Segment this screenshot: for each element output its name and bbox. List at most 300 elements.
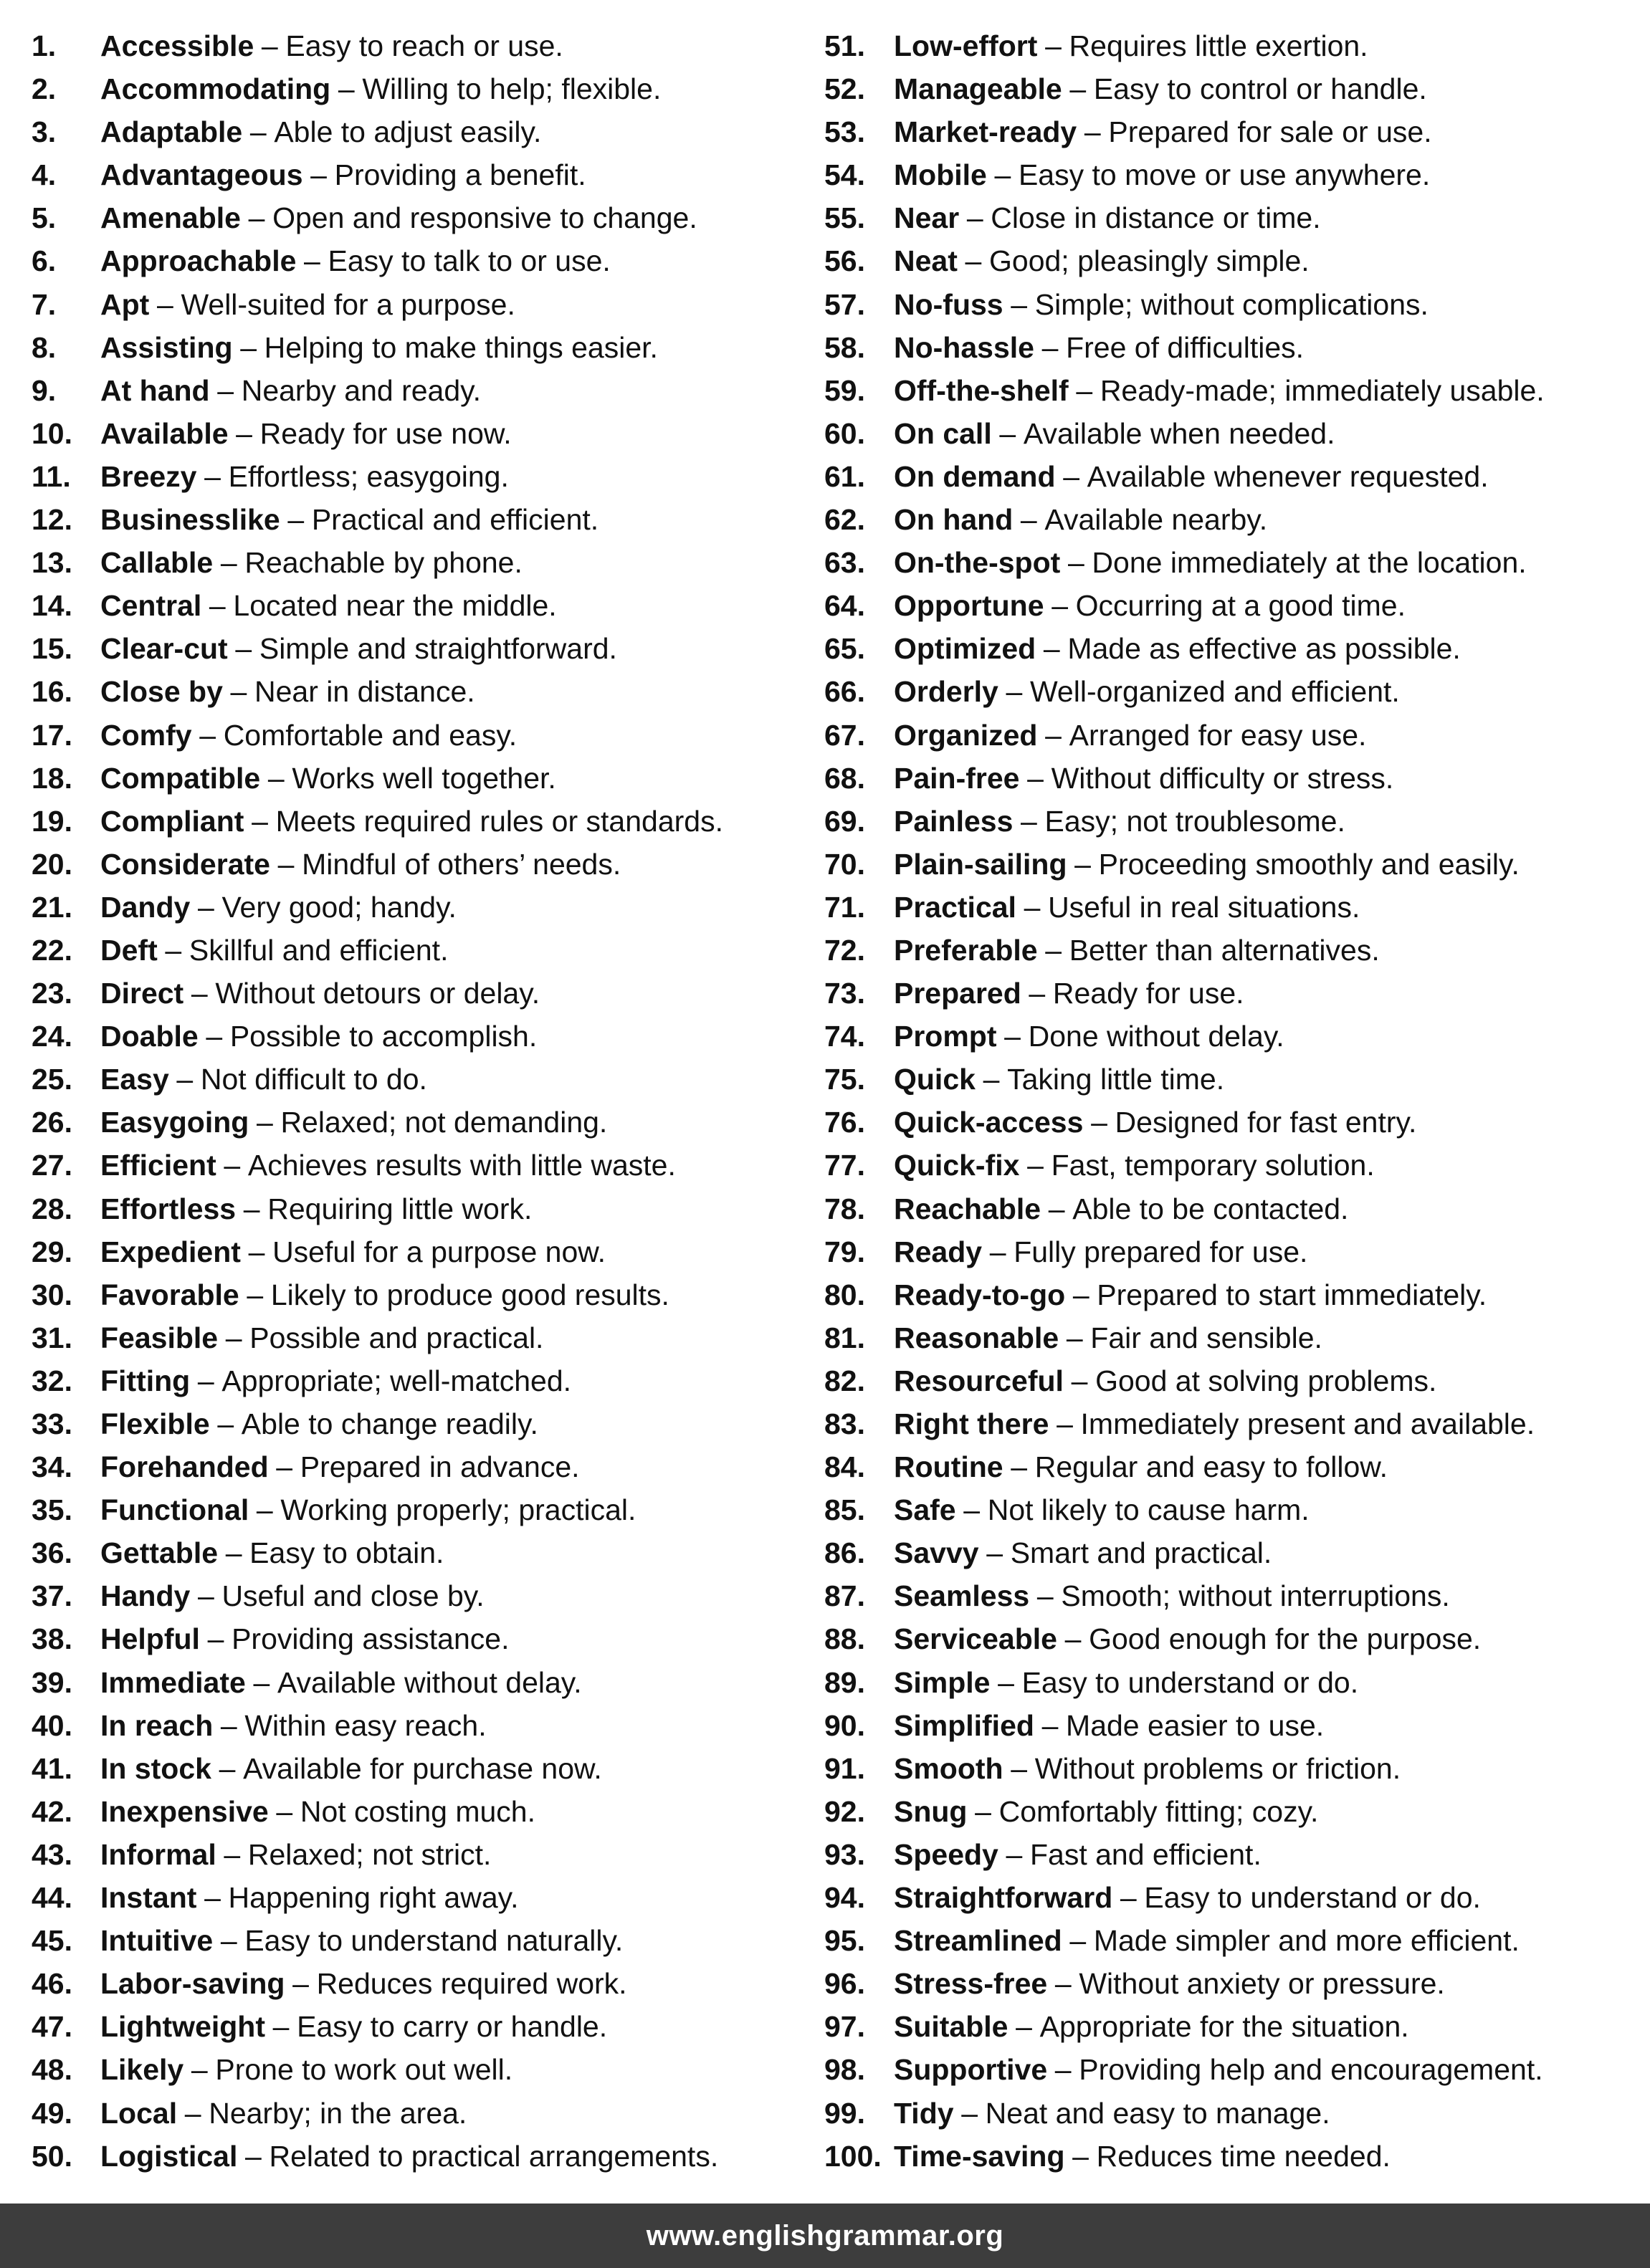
list-item: [824, 1919, 1641, 1962]
list-item: [32, 886, 806, 929]
item-term: Adaptable: [100, 115, 243, 149]
item-term: No-fuss: [894, 287, 1003, 321]
item-number: 39.: [32, 1665, 72, 1699]
item-term: Tidy: [894, 2096, 954, 2130]
item-definition: Very good; handy.: [221, 890, 457, 924]
item-separator: –: [966, 201, 983, 235]
item-separator: –: [217, 1407, 234, 1440]
item-number: 30.: [32, 1278, 72, 1311]
item-definition: Easy to understand or do.: [1021, 1665, 1359, 1699]
list-item: [824, 1661, 1641, 1704]
item-definition: Available whenever requested.: [1087, 459, 1489, 493]
item-separator: –: [1020, 503, 1037, 537]
list-item: [32, 1790, 806, 1833]
item-term: Seamless: [894, 1579, 1030, 1613]
item-separator: –: [252, 804, 268, 838]
item-term: Advantageous: [100, 158, 303, 192]
item-definition: Well-organized and efficient.: [1029, 675, 1400, 709]
item-term: Likely: [100, 2053, 184, 2087]
item-separator: –: [199, 718, 216, 752]
item-definition: Located near the middle.: [233, 589, 557, 623]
item-definition: Providing assistance.: [232, 1622, 510, 1656]
item-term: Approachable: [100, 244, 297, 278]
item-separator: –: [184, 2096, 201, 2130]
item-number: 48.: [32, 2053, 72, 2087]
item-separator: –: [1054, 1967, 1072, 2001]
list-item: [824, 2092, 1641, 2135]
item-separator: –: [235, 632, 252, 666]
item-definition: Comfortable and easy.: [223, 718, 518, 752]
item-separator: –: [1004, 1020, 1021, 1053]
item-definition: Providing help and encouragement.: [1079, 2053, 1543, 2087]
list-item: [824, 283, 1641, 326]
item-definition: Requiring little work.: [267, 1192, 533, 1225]
item-definition: Done immediately at the location.: [1092, 546, 1527, 580]
word-list-column-left: [32, 24, 806, 2178]
list-item: [32, 1747, 806, 1790]
list-item: [32, 326, 806, 369]
list-item: [824, 369, 1641, 412]
item-separator: –: [207, 1622, 224, 1656]
item-separator: –: [256, 1493, 273, 1527]
list-item: [32, 369, 806, 412]
item-number: 92.: [824, 1794, 865, 1828]
list-item: [32, 1359, 806, 1402]
item-definition: Without detours or delay.: [215, 977, 540, 1010]
list-item: [32, 1402, 806, 1445]
item-definition: Not difficult to do.: [200, 1063, 427, 1096]
item-separator: –: [197, 890, 214, 924]
word-list-column-right: [824, 24, 1641, 2178]
item-term: On hand: [894, 503, 1014, 537]
item-separator: –: [176, 1063, 194, 1096]
item-definition: Easy to carry or handle.: [297, 2010, 608, 2044]
item-separator: –: [1036, 1579, 1054, 1613]
list-item: [824, 1445, 1641, 1488]
list-item: [32, 584, 806, 627]
item-number: 57.: [824, 287, 865, 321]
item-term: Logistical: [100, 2139, 238, 2173]
item-term: Compatible: [100, 761, 261, 795]
item-definition: Better than alternatives.: [1069, 933, 1380, 967]
item-separator: –: [206, 1020, 223, 1053]
list-item: [32, 757, 806, 800]
item-term: Direct: [100, 977, 184, 1010]
item-separator: –: [1064, 1622, 1082, 1656]
list-item: [824, 1747, 1641, 1790]
item-number: 19.: [32, 804, 72, 838]
item-number: 77.: [824, 1149, 865, 1182]
item-term: Straightforward: [894, 1881, 1113, 1915]
item-definition: Ready for use now.: [259, 416, 512, 450]
item-separator: –: [1027, 1149, 1044, 1182]
item-number: 6.: [32, 244, 57, 278]
item-separator: –: [277, 847, 295, 881]
item-separator: –: [197, 1364, 214, 1397]
item-number: 5.: [32, 201, 57, 235]
item-separator: –: [989, 1235, 1006, 1268]
item-number: 26.: [32, 1106, 72, 1139]
item-definition: Made easier to use.: [1066, 1708, 1325, 1742]
item-term: On-the-spot: [894, 546, 1061, 580]
item-separator: –: [276, 1794, 293, 1828]
item-term: Streamlined: [894, 1924, 1062, 1958]
item-definition: Neat and easy to manage.: [985, 2096, 1330, 2130]
item-separator: –: [986, 1536, 1003, 1570]
item-definition: Easy to obtain.: [249, 1536, 444, 1570]
list-item: [824, 843, 1641, 886]
item-number: 90.: [824, 1708, 865, 1742]
item-separator: –: [1029, 977, 1046, 1010]
item-definition: Without problems or friction.: [1034, 1751, 1401, 1785]
list-item: [32, 1144, 806, 1187]
item-separator: –: [1069, 72, 1087, 106]
item-number: 97.: [824, 2010, 865, 2044]
item-number: 16.: [32, 675, 72, 709]
item-number: 46.: [32, 1967, 72, 2001]
item-term: Reachable: [894, 1192, 1041, 1225]
item-definition: Immediately present and available.: [1080, 1407, 1535, 1440]
item-separator: –: [983, 1063, 1000, 1096]
item-separator: –: [191, 977, 208, 1010]
list-item: [32, 2005, 806, 2048]
item-separator: –: [191, 2053, 208, 2087]
item-separator: –: [1006, 675, 1023, 709]
item-separator: –: [256, 1106, 273, 1139]
item-separator: –: [204, 1881, 221, 1915]
item-separator: –: [1074, 847, 1091, 881]
list-item: [32, 1187, 806, 1230]
item-term: Gettable: [100, 1536, 219, 1570]
item-separator: –: [248, 201, 265, 235]
item-separator: –: [1076, 373, 1093, 407]
item-number: 43.: [32, 1837, 72, 1871]
item-number: 70.: [824, 847, 865, 881]
item-term: Prompt: [894, 1020, 997, 1053]
item-term: Forehanded: [100, 1450, 269, 1484]
list-item: [824, 239, 1641, 282]
item-separator: –: [965, 244, 982, 278]
item-separator: –: [248, 1235, 265, 1268]
item-separator: –: [287, 503, 305, 537]
item-definition: Mindful of others’ needs.: [302, 847, 621, 881]
list-item: [824, 1704, 1641, 1747]
item-term: Efficient: [100, 1149, 216, 1182]
list-item: [824, 1273, 1641, 1316]
item-term: Apt: [100, 287, 150, 321]
item-definition: Designed for fast entry.: [1115, 1106, 1417, 1139]
item-definition: Easy to move or use anywhere.: [1018, 158, 1431, 192]
item-term: Feasible: [100, 1321, 219, 1354]
list-item: [824, 24, 1641, 67]
item-term: Businesslike: [100, 503, 280, 537]
item-number: 98.: [824, 2053, 865, 2087]
item-definition: Free of difficulties.: [1066, 330, 1305, 364]
item-number: 15.: [32, 632, 72, 666]
item-definition: Done without delay.: [1028, 1020, 1284, 1053]
item-number: 23.: [32, 977, 72, 1010]
item-separator: –: [249, 115, 267, 149]
item-number: 12.: [32, 503, 72, 537]
item-definition: Able to adjust easily.: [274, 115, 542, 149]
item-term: Supportive: [894, 2053, 1048, 2087]
item-separator: –: [1072, 2139, 1089, 2173]
item-term: Opportune: [894, 589, 1044, 623]
item-term: Compliant: [100, 804, 244, 838]
item-number: 41.: [32, 1751, 72, 1785]
item-number: 4.: [32, 158, 57, 192]
item-term: Flexible: [100, 1407, 210, 1440]
item-definition: Useful for a purpose now.: [272, 1235, 606, 1268]
item-term: Informal: [100, 1837, 216, 1871]
item-separator: –: [1041, 1708, 1059, 1742]
item-definition: Possible to accomplish.: [229, 1020, 538, 1053]
list-item: [824, 1058, 1641, 1101]
item-separator: –: [220, 1708, 237, 1742]
item-definition: Able to change readily.: [241, 1407, 538, 1440]
item-number: 71.: [824, 890, 865, 924]
item-separator: –: [1063, 459, 1079, 493]
list-item: [824, 541, 1641, 584]
item-number: 55.: [824, 201, 865, 235]
list-item: [32, 1015, 806, 1058]
item-definition: Easy to reach or use.: [285, 29, 563, 62]
item-term: In reach: [100, 1708, 214, 1742]
list-item: [824, 1230, 1641, 1273]
item-number: 36.: [32, 1536, 72, 1570]
item-definition: Skillful and efficient.: [189, 933, 449, 967]
item-separator: –: [261, 29, 278, 62]
item-number: 27.: [32, 1149, 72, 1182]
item-term: Routine: [894, 1450, 1003, 1484]
item-term: Ready-to-go: [894, 1278, 1066, 1311]
item-definition: Available nearby.: [1044, 503, 1268, 537]
item-separator: –: [209, 589, 226, 623]
list-item: [824, 1359, 1641, 1402]
item-number: 75.: [824, 1063, 865, 1096]
list-item: [32, 1574, 806, 1617]
item-separator: –: [1069, 1924, 1087, 1958]
item-definition: Made simpler and more efficient.: [1093, 1924, 1520, 1958]
item-separator: –: [225, 1321, 242, 1354]
item-separator: –: [963, 1493, 981, 1527]
item-separator: –: [961, 2096, 978, 2130]
item-number: 22.: [32, 933, 72, 967]
list-item: [32, 627, 806, 670]
item-term: Immediate: [100, 1665, 246, 1699]
list-item: [32, 1919, 806, 1962]
list-item: [824, 1790, 1641, 1833]
list-item: [824, 929, 1641, 972]
list-item: [32, 1704, 806, 1747]
item-number: 1.: [32, 29, 57, 62]
item-definition: Arranged for easy use.: [1069, 718, 1367, 752]
item-definition: Ready for use.: [1052, 977, 1244, 1010]
item-term: At hand: [100, 373, 210, 407]
list-item: [824, 1962, 1641, 2005]
item-term: Fitting: [100, 1364, 191, 1397]
item-separator: –: [247, 1278, 264, 1311]
item-term: Lightweight: [100, 2010, 266, 2044]
item-term: Off-the-shelf: [894, 373, 1069, 407]
item-term: Expedient: [100, 1235, 241, 1268]
item-separator: –: [304, 244, 320, 278]
list-item: [32, 843, 806, 886]
list-item: [32, 1101, 806, 1144]
list-item: [824, 110, 1641, 153]
item-number: 8.: [32, 330, 57, 364]
item-separator: –: [253, 1665, 270, 1699]
list-item: [32, 2048, 806, 2091]
item-number: 54.: [824, 158, 865, 192]
list-item: [824, 1531, 1641, 1574]
item-term: Assisting: [100, 330, 233, 364]
item-number: 49.: [32, 2096, 72, 2130]
item-term: Effortless: [100, 1192, 237, 1225]
item-number: 20.: [32, 847, 72, 881]
list-item: [824, 800, 1641, 843]
item-definition: Able to be contacted.: [1072, 1192, 1349, 1225]
item-number: 60.: [824, 416, 865, 450]
item-term: Manageable: [894, 72, 1062, 106]
item-term: Quick-access: [894, 1106, 1084, 1139]
list-item: [32, 1661, 806, 1704]
item-definition: Good at solving problems.: [1095, 1364, 1437, 1397]
footer-url[interactable]: www.englishgrammar.org: [646, 2219, 1004, 2252]
item-number: 69.: [824, 804, 865, 838]
item-definition: Working properly; practical.: [280, 1493, 636, 1527]
item-term: Neat: [894, 244, 958, 278]
item-definition: Easy to understand naturally.: [244, 1924, 624, 1958]
item-definition: Reduces required work.: [316, 1967, 627, 2001]
item-separator: –: [1043, 632, 1060, 666]
list-item: [32, 2092, 806, 2135]
list-item: [824, 1144, 1641, 1187]
item-term: Comfy: [100, 718, 192, 752]
item-term: Inexpensive: [100, 1794, 269, 1828]
list-item: [824, 1876, 1641, 1919]
list-item: [32, 1962, 806, 2005]
item-definition: Made as effective as possible.: [1067, 632, 1461, 666]
item-term: Smooth: [894, 1751, 1003, 1785]
item-number: 83.: [824, 1407, 865, 1440]
item-definition: Prepared for sale or use.: [1108, 115, 1432, 149]
list-item: [32, 239, 806, 282]
item-definition: Smart and practical.: [1010, 1536, 1272, 1570]
item-separator: –: [1072, 1278, 1089, 1311]
list-item: [32, 1273, 806, 1316]
list-item: [32, 929, 806, 972]
item-term: Time-saving: [894, 2139, 1065, 2173]
list-item: [32, 1617, 806, 1660]
item-separator: –: [243, 1192, 260, 1225]
item-number: 24.: [32, 1020, 72, 1053]
item-separator: –: [1041, 330, 1059, 364]
list-item: [824, 412, 1641, 455]
item-number: 100.: [824, 2139, 882, 2173]
item-separator: –: [975, 1794, 991, 1828]
item-number: 64.: [824, 589, 865, 623]
item-separator: –: [1045, 718, 1062, 752]
item-separator: –: [1071, 1364, 1088, 1397]
item-definition: Prepared to start immediately.: [1097, 1278, 1487, 1311]
item-term: Right there: [894, 1407, 1049, 1440]
item-separator: –: [1006, 1837, 1023, 1871]
list-item: [824, 2135, 1641, 2178]
item-definition: Appropriate for the situation.: [1039, 2010, 1409, 2044]
item-number: 29.: [32, 1235, 72, 1268]
item-definition: Fully prepared for use.: [1014, 1235, 1308, 1268]
list-item: [824, 1402, 1641, 1445]
item-definition: Easy to understand or do.: [1144, 1881, 1481, 1915]
item-term: Savvy: [894, 1536, 979, 1570]
item-term: Doable: [100, 1020, 199, 1053]
list-item: [824, 584, 1641, 627]
item-number: 61.: [824, 459, 865, 493]
item-definition: Simple and straightforward.: [259, 632, 617, 666]
item-number: 2.: [32, 72, 57, 106]
item-definition: Appropriate; well-matched.: [221, 1364, 572, 1397]
item-separator: –: [1066, 1321, 1083, 1354]
item-definition: Works well together.: [292, 761, 556, 795]
item-separator: –: [1045, 933, 1062, 967]
item-term: Quick-fix: [894, 1149, 1020, 1182]
list-item: [32, 153, 806, 196]
item-term: Pain-free: [894, 761, 1020, 795]
item-term: Mobile: [894, 158, 987, 192]
item-number: 85.: [824, 1493, 865, 1527]
item-separator: –: [236, 416, 252, 450]
list-item: [824, 972, 1641, 1015]
list-item: [32, 1488, 806, 1531]
item-term: Simple: [894, 1665, 991, 1699]
item-separator: –: [1057, 1407, 1073, 1440]
item-term: Intuitive: [100, 1924, 214, 1958]
item-term: Considerate: [100, 847, 270, 881]
footer-bar: [0, 2204, 1650, 2268]
item-separator: –: [197, 1579, 214, 1613]
item-term: On demand: [894, 459, 1056, 493]
item-definition: Reduces time needed.: [1096, 2139, 1391, 2173]
item-term: On call: [894, 416, 992, 450]
list-item: [32, 24, 806, 67]
item-separator: –: [272, 2010, 290, 2044]
item-term: No-hassle: [894, 330, 1034, 364]
item-term: Reasonable: [894, 1321, 1059, 1354]
list-item: [32, 196, 806, 239]
list-item: [824, 670, 1641, 713]
item-definition: Not likely to cause harm.: [987, 1493, 1310, 1527]
item-number: 91.: [824, 1751, 865, 1785]
item-definition: Proceeding smoothly and easily.: [1098, 847, 1520, 881]
item-term: Instant: [100, 1881, 197, 1915]
item-term: Dandy: [100, 890, 191, 924]
item-number: 7.: [32, 287, 57, 321]
item-separator: –: [245, 2139, 262, 2173]
list-item: [824, 714, 1641, 757]
item-number: 87.: [824, 1579, 865, 1613]
list-item: [824, 498, 1641, 541]
item-term: Simplified: [894, 1708, 1034, 1742]
item-separator: –: [1048, 1192, 1065, 1225]
item-number: 34.: [32, 1450, 72, 1484]
item-separator: –: [1045, 29, 1062, 62]
item-number: 86.: [824, 1536, 865, 1570]
item-number: 96.: [824, 1967, 865, 2001]
item-definition: Easy to talk to or use.: [328, 244, 611, 278]
list-item: [824, 1316, 1641, 1359]
item-number: 35.: [32, 1493, 72, 1527]
